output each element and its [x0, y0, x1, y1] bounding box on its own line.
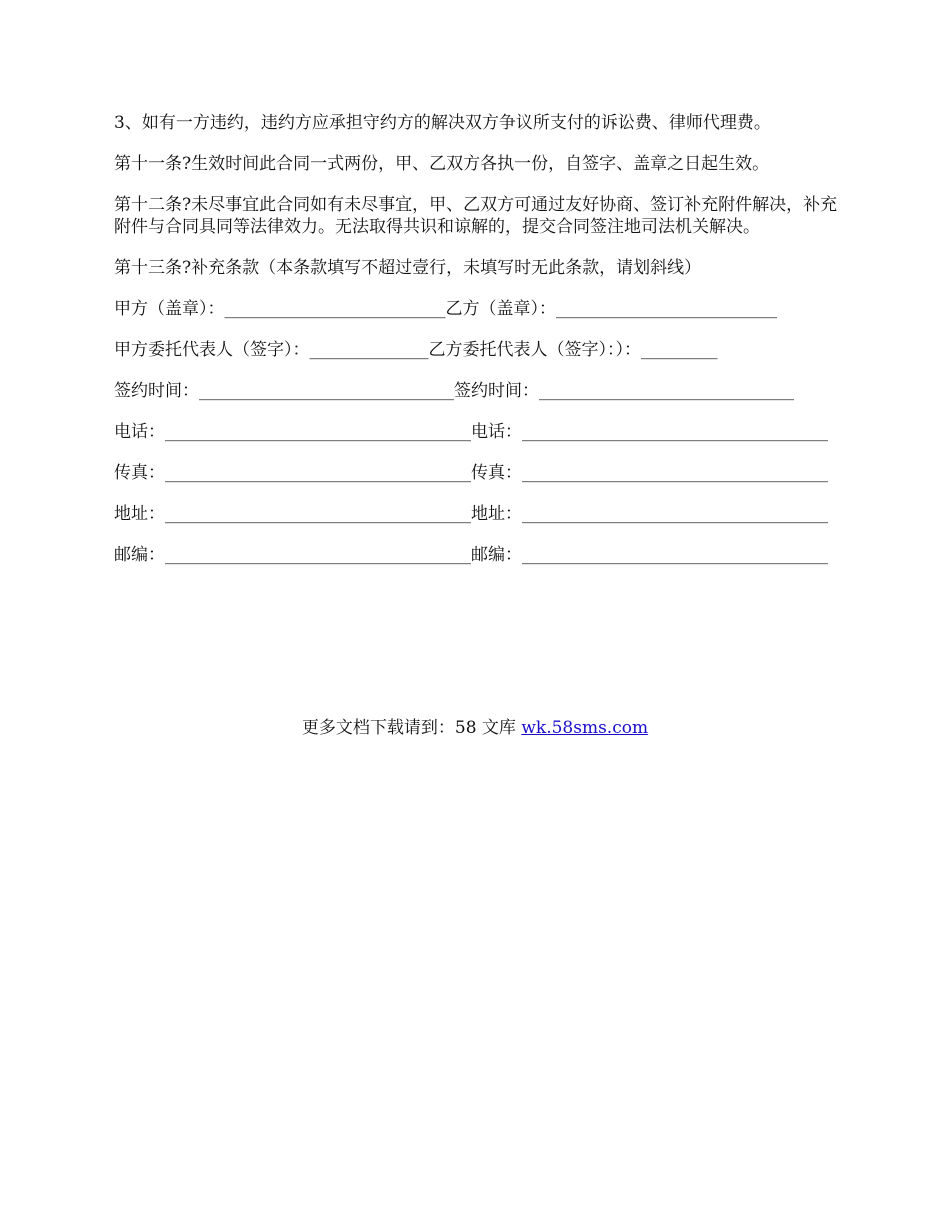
sign-date-line: 签约时间：______________________________签约时间：______________________________ [114, 381, 794, 401]
footer-link[interactable]: wk.58sms.com [521, 718, 649, 738]
seal-line: 甲方（盖章）：__________________________乙方（盖章）：__________________________ [114, 299, 777, 319]
postcode-line: 邮编：____________________________________邮编：____________________________________ [114, 545, 828, 565]
representative-line: 甲方委托代表人（签字）：______________乙方委托代表人（签字）：）：_________ [114, 340, 718, 360]
article-13-supplementary-terms: 第十三条?补充条款（本条款填写不超过壹行，未填写时无此条款，请划斜线） [114, 258, 702, 278]
document-body [114, 112, 838, 585]
article-12-outstanding-matters: 第十二条?未尽事宜此合同如有未尽事宜，甲、乙双方可通过友好协商、签订补充附件解决，补充附件与合同具同等法律效力。无法取得共识和谅解的，提交合同签注地司法机关解决。 [114, 195, 838, 237]
article-11-effective-time: 第十一条?生效时间此合同一式两份，甲、乙双方各执一份，自签字、盖章之日起生效。 [114, 154, 770, 174]
address-line: 地址：____________________________________地址：____________________________________ [114, 504, 828, 524]
download-footer [0, 717, 950, 739]
phone-line: 电话：____________________________________电话：____________________________________ [114, 422, 828, 442]
footer-text: 更多文档下载请到：58 文库 [301, 718, 522, 738]
clause-3-breach-costs: 3、如有一方违约，违约方应承担守约方的解决双方争议所支付的诉讼费、律师代理费。 [114, 113, 771, 133]
fax-line: 传真：____________________________________传真：____________________________________ [114, 463, 828, 483]
